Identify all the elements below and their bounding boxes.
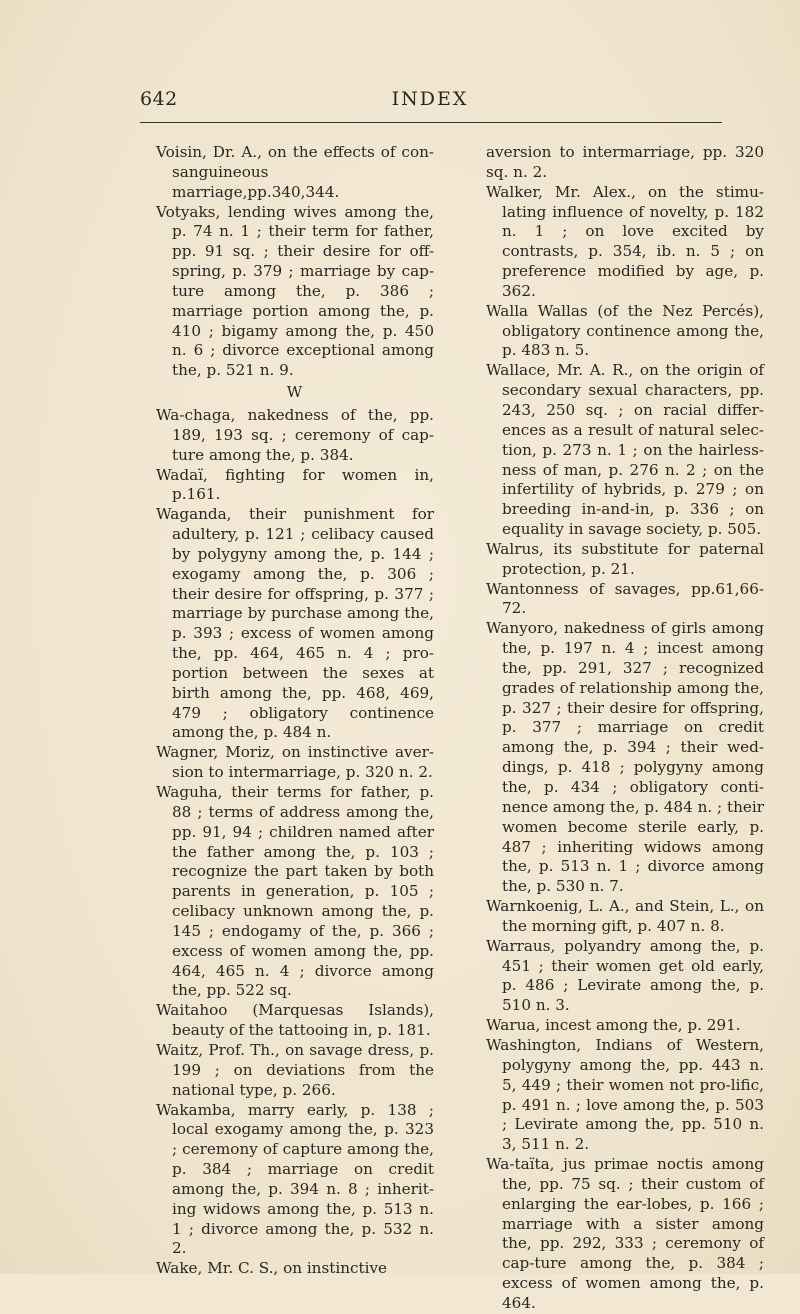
index-entry-wake-continued: aversion to intermarriage, pp. 320 sq. n. 2. [486, 143, 764, 181]
index-entry-wa-chaga: Wa-chaga, nakedness of the, pp. 189, 193 sq. ; ceremony of cap-ture among the, p. 384. [156, 405, 434, 464]
right-column [486, 143, 764, 1314]
page-number: 642 [140, 88, 178, 110]
index-entry-warnkoenig: Warnkoenig, L. A., and Stein, L., on the morning gift, p. 407 n. 8. [486, 897, 764, 935]
index-entry-votyaks: Votyaks, lending wives among the, p. 74 n. 1 ; their term for father, pp. 91 sq. ; their desire for off-spring, p. 379 ; marriage by cap-ture among the, p. 386 ; marriage portion among the, p. 410 ; bigamy among the, p. 450 n. 6 ; divorce exceptional among the, p. 521 n. 9. [156, 202, 434, 380]
index-entry-wadai: Wadaï, fighting for women in, p.161. [156, 465, 434, 504]
running-head: INDEX [391, 88, 469, 110]
index-entry-walla-wallas: Walla Wallas (of the Nez Percés), obligatory continence among the, p. 483 n. 5. [486, 301, 764, 360]
index-entry-waitz: Waitz, Prof. Th., on savage dress, p. 199 ; on deviations from the national type, p. 266. [156, 1040, 434, 1099]
index-entry-washington: Washington, Indians of Western, polygyny among the, pp. 443 n. 5, 449 ; their women not pro-lific, p. 491 n. ; love among the, p. 503 ; Levirate among the, pp. 510 n. 3, 511 n. 2. [486, 1035, 764, 1154]
page-header [140, 88, 720, 118]
left-column [156, 143, 434, 1279]
index-entry-wakamba: Wakamba, marry early, p. 138 ; local exogamy among the, p. 323 ; ceremony of capture among the, p. 384 ; marriage on credit among the, p. 394 n. 8 ; inherit-ing widows among the, p. 513 n. 1 ; divorce among the, p. 532 n. 2. [156, 1100, 434, 1258]
index-entry-wantonness: Wantonness of savages, pp.61,66-72. [486, 579, 764, 618]
index-entry-wagner: Wagner, Moriz, on instinctive aver-sion to intermarriage, p. 320 n. 2. [156, 743, 434, 782]
section-letter: W [286, 383, 304, 402]
header-rule [140, 122, 722, 123]
index-entry-wa-taita: Wa-taïta, jus primae noctis among the, pp. 75 sq. ; their custom of enlarging the ear-lobes, p. 166 ; marriage with a sister among the, pp. 292, 333 ; ceremony of cap-ture among the, p. 384 ; excess of women among the, p. 464. [486, 1155, 764, 1312]
index-entry-warraus: Warraus, polyandry among the, p. 451 ; their women get old early, p. 486 ; Levirate among the, p. 510 n. 3. [486, 936, 764, 1015]
index-entry-wake: Wake, Mr. C. S., on instinctive [156, 1259, 388, 1278]
index-entry-waguha: Waguha, their terms for father, p. 88 ; terms of address among the, pp. 91, 94 ; children named after the father among the, p. 103 ; recognize the part taken by both parents in generation, p. 105 ; celibacy unknown among the, p. 145 ; endogamy of the, p. 366 ; excess of women among the, pp. 464, 465 n. 4 ; divorce among the, pp. 522 sq. [156, 783, 434, 1000]
index-entry-walker: Walker, Mr. Alex., on the stimu-lating influence of novelty, p. 182 n. 1 ; on love excited by contrasts, p. 354, ib. n. 5 ; on preference modified by age, p. 362. [486, 182, 764, 300]
index-entry-walrus: Walrus, its substitute for paternal protection, p. 21. [486, 539, 764, 578]
index-entry-warua: Warua, incest among the, p. 291. [486, 1016, 741, 1035]
index-entry-waganda: Waganda, their punishment for adultery, p. 121 ; celibacy caused by polygyny among the, p. 144 ; exogamy among the, p. 306 ; their desire for offspring, p. 377 ; marriage by purchase among the, p. 393 ; excess of women among the, pp. 464, 465 n. 4 ; pro-portion between the sexes at birth among the, pp. 468, 469, 479 ; obligatory continence among the, p. 484 n. [156, 505, 434, 742]
index-entry-voisin: Voisin, Dr. A., on the effects of con-sanguineous marriage,pp.340,344. [156, 143, 434, 201]
index-entry-wallace: Wallace, Mr. A. R., on the origin of secondary sexual characters, pp. 243, 250 sq. ; on racial differ-ences as a result of natural selec-tion, p. 273 n. 1 ; on the hairless-ness of man, p. 276 n. 2 ; on the infertility of hybrids, p. 279 ; on breeding in-and-in, p. 336 ; on equality in savage society, p. 505. [486, 361, 764, 539]
index-entry-waitahoo: Waitahoo (Marquesas Islands), beauty of the tattooing in, p. 181. [156, 1001, 434, 1040]
index-entry-wanyoro: Wanyoro, nakedness of girls among the, p. 197 n. 4 ; incest among the, pp. 291, 327 ; recognized grades of relationship among the, p. 327 ; their desire for offspring, p. 377 ; marriage on credit among the, p. 394 ; their wed-dings, p. 418 ; polygyny among the, p. 434 ; obligatory conti-nence among the, p. 484 n. ; their women become sterile early, p. 487 ; inheriting widows among the, p. 513 n. 1 ; divorce among the, p. 530 n. 7. [486, 619, 764, 896]
